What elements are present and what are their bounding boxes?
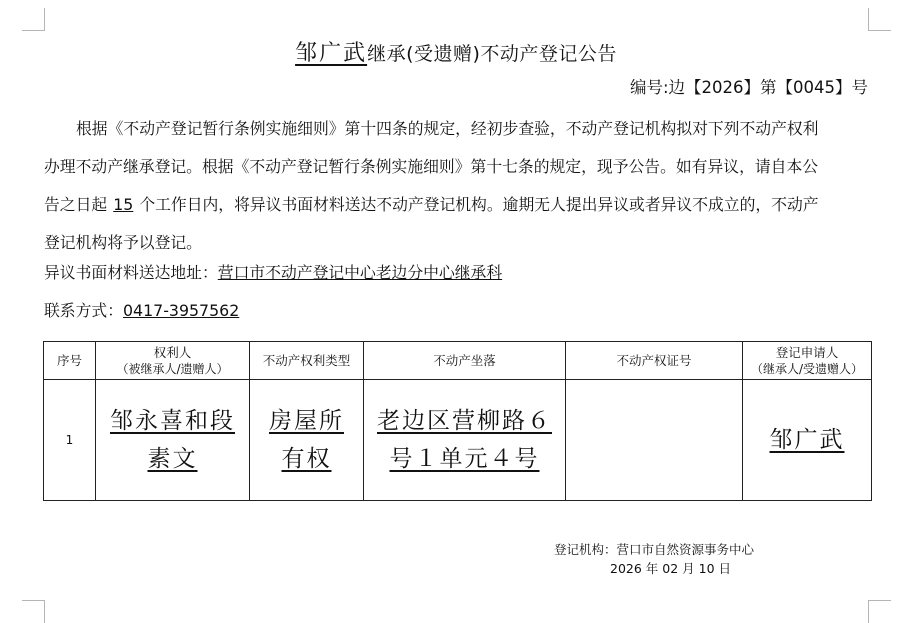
- cell-seq: 1: [44, 380, 96, 501]
- contact-info: [44, 298, 239, 321]
- notice-paragraph: [44, 110, 872, 262]
- title-text: 继承(受遗赠)不动产登记公告: [367, 43, 617, 65]
- paragraph-line: [44, 110, 872, 148]
- header-cert-no: 不动产权证号: [566, 342, 743, 380]
- header-holder: [96, 342, 250, 380]
- header-applicant: [743, 342, 872, 380]
- document-number: 编号:边【2026】第【0045】号: [629, 78, 868, 97]
- right-type-line-1: 房屋所: [269, 408, 344, 434]
- paragraph-line-2: 办理不动产继承登记。根据《不动产登记暂行条例实施细则》第十七条的规定，现予公告。如有异议，请自本公: [44, 157, 819, 176]
- crop-mark-top-left: [22, 8, 45, 31]
- paragraph-line-3-pre: 告之日起: [44, 195, 108, 214]
- crop-mark-bottom-right: [868, 600, 891, 623]
- cell-applicant: [743, 380, 872, 501]
- paragraph-line-1: 根据《不动产登记暂行条例实施细则》第十四条的规定，经初步查验，不动产登记机构拟对下列不动产权利: [76, 119, 819, 138]
- address-value: 营口市不动产登记中心老边分中心继承科: [217, 263, 503, 282]
- crop-mark-bottom-left: [22, 600, 45, 623]
- cell-cert-no: [566, 380, 743, 501]
- header-location: 不动产坐落: [364, 342, 566, 380]
- contact-value: 0417-3957562: [123, 301, 240, 320]
- address-label: 异议书面材料送达地址：: [44, 263, 218, 282]
- objection-address: [44, 260, 502, 283]
- objection-days: 15: [113, 195, 134, 214]
- crop-mark-top-right: [868, 8, 891, 31]
- paragraph-line-4: 登记机构将予以登记。: [44, 233, 202, 252]
- cell-location: [364, 380, 566, 501]
- paragraph-line: [44, 224, 872, 262]
- table-header-row: [44, 342, 872, 380]
- location-line-2: 号１单元４号: [389, 446, 540, 472]
- header-right-type: 不动产权利类型: [250, 342, 364, 380]
- header-holder-label: 权利人: [153, 344, 192, 360]
- header-seq: 序号: [44, 342, 96, 380]
- paragraph-line: [44, 148, 872, 186]
- page-title: [0, 36, 912, 67]
- registration-org: 登记机构：营口市自然资源事务中心: [554, 542, 755, 557]
- notice-date: 2026 年 02 月 10 日: [610, 561, 731, 576]
- contact-label: 联系方式：: [44, 301, 123, 320]
- right-type-line-2: 有权: [281, 446, 332, 472]
- holder-line-2: 素文: [147, 446, 198, 472]
- property-table: [43, 341, 872, 501]
- holder-line-1: 邹永喜和段: [110, 408, 235, 434]
- header-holder-sub: （被继承人/遗赠人）: [116, 361, 229, 376]
- paragraph-line-3-post: 个工作日内，将异议书面材料送达不动产登记机构。逾期无人提出异议或者异议不成立的，不动产: [139, 195, 819, 214]
- header-applicant-sub: （继承人/受遗赠人）: [750, 361, 864, 376]
- cell-holder: [96, 380, 250, 501]
- title-name: 邹广武: [295, 41, 368, 66]
- header-applicant-label: 登记申请人: [775, 344, 839, 360]
- table-row: [44, 380, 872, 501]
- location-line-1: 老边区营柳路６: [377, 408, 552, 434]
- applicant-name: 邹广武: [769, 427, 845, 453]
- cell-right-type: [250, 380, 364, 501]
- paragraph-line: [44, 186, 872, 224]
